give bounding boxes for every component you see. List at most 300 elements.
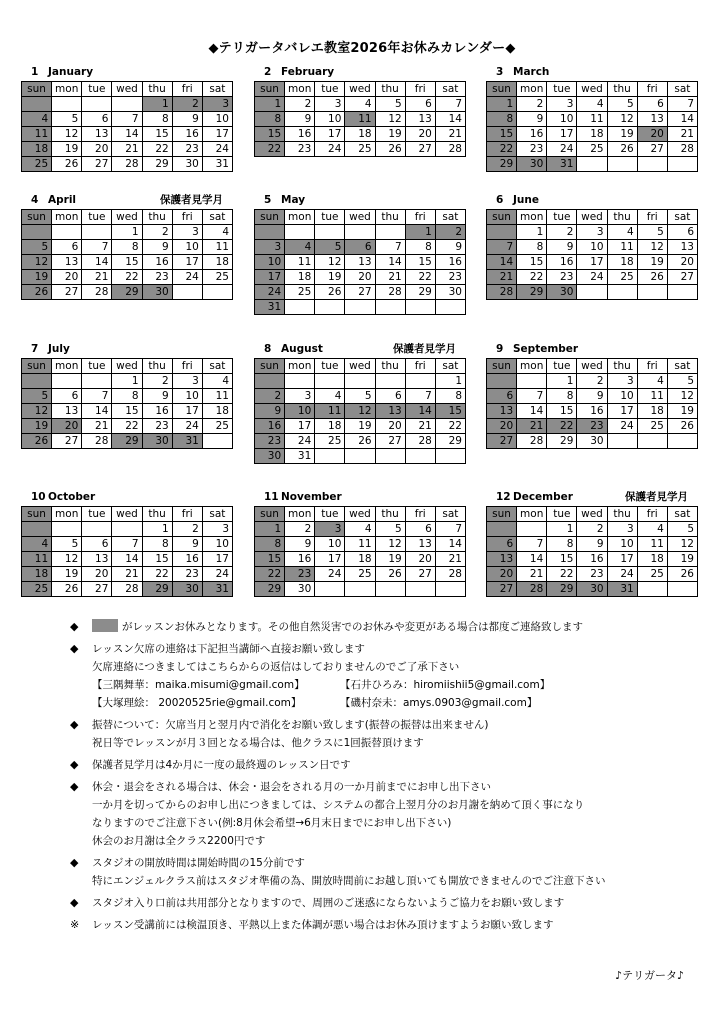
- day-cell: 9: [142, 389, 172, 404]
- day-cell: 3: [172, 374, 202, 389]
- day-cell: 4: [345, 97, 375, 112]
- day-cell: 8: [112, 240, 142, 255]
- day-cell: 31: [285, 449, 315, 464]
- month-grid: [254, 81, 466, 157]
- month-name: November: [281, 491, 342, 503]
- day-cell: 6: [82, 537, 112, 552]
- day-cell: 12: [667, 389, 697, 404]
- day-cell: 5: [315, 240, 345, 255]
- day-cell: 10: [607, 537, 637, 552]
- weekday-header: fri: [405, 210, 435, 225]
- empty-day-cell: [52, 374, 82, 389]
- day-cell: 13: [345, 255, 375, 270]
- day-cell: 5: [22, 240, 52, 255]
- day-cell: 7: [435, 522, 465, 537]
- week-row: [255, 270, 466, 285]
- day-cell: 11: [637, 389, 667, 404]
- day-cell: 4: [637, 522, 667, 537]
- week-row: [22, 127, 233, 142]
- empty-day-cell: [285, 374, 315, 389]
- month-number: 7: [31, 343, 39, 355]
- day-cell: 30: [517, 157, 547, 172]
- day-cell: 26: [345, 434, 375, 449]
- day-cell: 25: [637, 567, 667, 582]
- month-number: 6: [496, 194, 504, 206]
- empty-day-cell: [345, 300, 375, 315]
- day-cell: 14: [517, 552, 547, 567]
- diamond-bullet-icon: ◆: [70, 758, 79, 771]
- day-cell: 1: [255, 522, 285, 537]
- month-calendar-may: [254, 193, 466, 315]
- month-name: April: [48, 194, 77, 206]
- day-cell: 18: [22, 567, 52, 582]
- month-header: [254, 193, 466, 209]
- day-cell: 28: [435, 142, 465, 157]
- day-cell: 2: [435, 225, 465, 240]
- day-cell: 22: [142, 142, 172, 157]
- day-cell: 2: [285, 97, 315, 112]
- day-cell: 24: [315, 567, 345, 582]
- month-calendar-august: [254, 342, 466, 464]
- day-cell: 12: [345, 404, 375, 419]
- day-cell: 11: [285, 255, 315, 270]
- month-number: 4: [31, 194, 39, 206]
- day-cell: 2: [172, 97, 202, 112]
- week-row: [487, 255, 698, 270]
- empty-day-cell: [82, 522, 112, 537]
- weekday-header: sat: [202, 359, 232, 374]
- empty-day-cell: [637, 434, 667, 449]
- week-row: [255, 582, 466, 597]
- day-cell: 8: [142, 112, 172, 127]
- weekday-header: sat: [667, 210, 697, 225]
- day-cell: 21: [405, 419, 435, 434]
- day-cell: 24: [172, 270, 202, 285]
- empty-day-cell: [255, 225, 285, 240]
- day-cell: 28: [435, 567, 465, 582]
- empty-day-cell: [375, 300, 405, 315]
- week-row: [487, 582, 698, 597]
- day-cell: 14: [82, 255, 112, 270]
- weekday-header: mon: [517, 82, 547, 97]
- day-cell: 13: [405, 537, 435, 552]
- day-cell: 28: [82, 434, 112, 449]
- weekday-header: wed: [577, 507, 607, 522]
- empty-day-cell: [22, 522, 52, 537]
- day-cell: 6: [345, 240, 375, 255]
- day-cell: 25: [22, 157, 52, 172]
- month-grid: [21, 506, 233, 597]
- day-cell: 30: [577, 434, 607, 449]
- weekday-header: wed: [345, 507, 375, 522]
- weekday-header: mon: [517, 507, 547, 522]
- month-grid: [486, 81, 698, 172]
- week-row: [487, 225, 698, 240]
- week-row: [22, 285, 233, 300]
- day-cell: 3: [285, 389, 315, 404]
- day-cell: 3: [547, 97, 577, 112]
- day-cell: 11: [345, 112, 375, 127]
- day-cell: 29: [487, 157, 517, 172]
- month-header: [254, 490, 466, 506]
- day-cell: 11: [202, 240, 232, 255]
- day-cell: 2: [285, 522, 315, 537]
- weekday-header: fri: [172, 507, 202, 522]
- day-cell: 18: [202, 255, 232, 270]
- day-cell: 13: [487, 404, 517, 419]
- empty-day-cell: [577, 285, 607, 300]
- day-cell: 16: [435, 255, 465, 270]
- day-cell: 22: [112, 270, 142, 285]
- day-cell: 9: [517, 112, 547, 127]
- day-cell: 17: [315, 127, 345, 142]
- day-cell: 10: [172, 389, 202, 404]
- day-cell: 9: [285, 112, 315, 127]
- month-header: [486, 65, 698, 81]
- day-cell: 26: [667, 419, 697, 434]
- weekday-header: wed: [345, 210, 375, 225]
- empty-day-cell: [52, 225, 82, 240]
- day-cell: 21: [112, 142, 142, 157]
- day-cell: 28: [375, 285, 405, 300]
- day-cell: 6: [82, 112, 112, 127]
- day-cell: 6: [487, 537, 517, 552]
- day-cell: 29: [112, 434, 142, 449]
- weekday-header: wed: [112, 359, 142, 374]
- reference-mark-icon: ※: [70, 918, 80, 931]
- weekday-header: thu: [375, 507, 405, 522]
- weekday-header: wed: [577, 82, 607, 97]
- day-cell: 25: [22, 582, 52, 597]
- day-cell: 13: [52, 255, 82, 270]
- weekday-header: sun: [255, 210, 285, 225]
- week-row: [487, 112, 698, 127]
- weekday-header: sun: [255, 82, 285, 97]
- day-cell: 11: [637, 537, 667, 552]
- day-cell: 2: [547, 225, 577, 240]
- day-cell: 16: [255, 419, 285, 434]
- day-cell: 11: [315, 404, 345, 419]
- day-cell: 21: [435, 552, 465, 567]
- day-cell: 14: [82, 404, 112, 419]
- day-cell: 29: [435, 434, 465, 449]
- empty-day-cell: [112, 97, 142, 112]
- weekday-header: mon: [517, 359, 547, 374]
- empty-day-cell: [345, 374, 375, 389]
- month-number: 2: [264, 66, 272, 78]
- day-cell: 23: [142, 419, 172, 434]
- day-cell: 6: [405, 97, 435, 112]
- day-cell: 31: [255, 300, 285, 315]
- weekday-header: sun: [22, 82, 52, 97]
- weekday-header: wed: [577, 210, 607, 225]
- month-header: [21, 193, 233, 209]
- day-cell: 10: [315, 112, 345, 127]
- empty-day-cell: [315, 300, 345, 315]
- day-cell: 23: [547, 270, 577, 285]
- day-cell: 3: [577, 225, 607, 240]
- day-cell: 14: [435, 112, 465, 127]
- day-cell: 26: [667, 567, 697, 582]
- day-cell: 28: [487, 285, 517, 300]
- day-cell: 27: [405, 567, 435, 582]
- day-cell: 14: [667, 112, 697, 127]
- day-cell: 11: [577, 112, 607, 127]
- month-name: May: [281, 194, 306, 206]
- day-cell: 27: [52, 434, 82, 449]
- day-cell: 8: [517, 240, 547, 255]
- day-cell: 8: [142, 537, 172, 552]
- empty-day-cell: [405, 582, 435, 597]
- month-calendar-october: [21, 490, 233, 597]
- empty-day-cell: [667, 582, 697, 597]
- week-row: [255, 522, 466, 537]
- day-cell: 9: [255, 404, 285, 419]
- day-cell: 1: [255, 97, 285, 112]
- week-row: [255, 225, 466, 240]
- day-cell: 14: [112, 127, 142, 142]
- month-calendar-september: [486, 342, 698, 449]
- day-cell: 16: [577, 404, 607, 419]
- day-cell: 11: [345, 537, 375, 552]
- month-number: 9: [496, 343, 504, 355]
- day-cell: 4: [22, 112, 52, 127]
- day-cell: 18: [22, 142, 52, 157]
- day-cell: 29: [547, 434, 577, 449]
- day-cell: 15: [255, 127, 285, 142]
- week-row: [487, 537, 698, 552]
- day-cell: 5: [667, 374, 697, 389]
- week-row: [22, 255, 233, 270]
- weekday-header: fri: [405, 507, 435, 522]
- empty-day-cell: [405, 300, 435, 315]
- month-name: August: [281, 343, 323, 355]
- empty-day-cell: [315, 449, 345, 464]
- weekday-header: fri: [637, 82, 667, 97]
- day-cell: 10: [202, 537, 232, 552]
- month-name: February: [281, 66, 335, 78]
- day-cell: 24: [202, 567, 232, 582]
- weekday-header: tue: [315, 210, 345, 225]
- weekday-header: mon: [52, 210, 82, 225]
- day-cell: 25: [285, 285, 315, 300]
- week-row: [487, 419, 698, 434]
- weekday-header: mon: [285, 359, 315, 374]
- contact-isomura: 【磯村奈未：amys.0903@gmail.com】: [340, 697, 538, 709]
- day-cell: 29: [255, 582, 285, 597]
- day-cell: 17: [172, 255, 202, 270]
- weekday-header: fri: [172, 210, 202, 225]
- empty-day-cell: [22, 225, 52, 240]
- week-row: [487, 240, 698, 255]
- month-header: [254, 342, 466, 358]
- day-cell: 4: [637, 374, 667, 389]
- day-cell: 24: [577, 270, 607, 285]
- empty-day-cell: [375, 374, 405, 389]
- weekday-header: sun: [22, 507, 52, 522]
- month-grid: [254, 358, 466, 464]
- day-cell: 4: [315, 389, 345, 404]
- day-cell: 1: [435, 374, 465, 389]
- week-row: [255, 285, 466, 300]
- day-cell: 28: [667, 142, 697, 157]
- contact-ishii: 【石井ひろみ：hiromiishii5@gmail.com】: [340, 679, 551, 691]
- day-cell: 20: [375, 419, 405, 434]
- day-cell: 16: [547, 255, 577, 270]
- day-cell: 27: [667, 270, 697, 285]
- weekday-header: sat: [202, 210, 232, 225]
- month-name: July: [48, 343, 70, 355]
- day-cell: 21: [487, 270, 517, 285]
- day-cell: 25: [315, 434, 345, 449]
- day-cell: 17: [607, 552, 637, 567]
- day-cell: 5: [52, 112, 82, 127]
- weekday-header: sun: [487, 82, 517, 97]
- month-name: December: [513, 491, 573, 503]
- month-name: September: [513, 343, 579, 355]
- empty-day-cell: [667, 285, 697, 300]
- day-cell: 15: [142, 552, 172, 567]
- day-cell: 25: [345, 142, 375, 157]
- empty-day-cell: [202, 285, 232, 300]
- day-cell: 21: [667, 127, 697, 142]
- week-row: [22, 97, 233, 112]
- day-cell: 22: [255, 567, 285, 582]
- month-name: January: [48, 66, 94, 78]
- day-cell: 7: [112, 112, 142, 127]
- weekday-header: fri: [637, 507, 667, 522]
- week-row: [487, 434, 698, 449]
- week-row: [487, 552, 698, 567]
- weekday-header: sat: [435, 359, 465, 374]
- day-cell: 15: [547, 552, 577, 567]
- month-grid: [21, 81, 233, 172]
- empty-day-cell: [285, 300, 315, 315]
- day-cell: 24: [607, 567, 637, 582]
- day-cell: 16: [285, 552, 315, 567]
- day-cell: 13: [82, 127, 112, 142]
- day-cell: 21: [517, 567, 547, 582]
- empty-day-cell: [637, 157, 667, 172]
- day-cell: 10: [547, 112, 577, 127]
- day-cell: 21: [82, 419, 112, 434]
- day-cell: 7: [487, 240, 517, 255]
- day-cell: 17: [285, 419, 315, 434]
- week-row: [22, 552, 233, 567]
- day-cell: 22: [435, 419, 465, 434]
- day-cell: 12: [52, 127, 82, 142]
- weekday-header: thu: [607, 82, 637, 97]
- day-cell: 9: [285, 537, 315, 552]
- day-cell: 7: [517, 537, 547, 552]
- day-cell: 22: [547, 419, 577, 434]
- week-row: [22, 537, 233, 552]
- day-cell: 18: [345, 552, 375, 567]
- weekday-header: wed: [112, 507, 142, 522]
- empty-day-cell: [345, 582, 375, 597]
- day-cell: 25: [202, 270, 232, 285]
- day-cell: 8: [547, 537, 577, 552]
- month-grid: [486, 506, 698, 597]
- week-row: [22, 389, 233, 404]
- weekday-header: thu: [142, 82, 172, 97]
- day-cell: 1: [142, 522, 172, 537]
- weekday-header: sat: [435, 507, 465, 522]
- weekday-header: sun: [487, 359, 517, 374]
- week-row: [487, 157, 698, 172]
- week-row: [22, 522, 233, 537]
- weekday-header: mon: [52, 507, 82, 522]
- weekday-header: thu: [375, 359, 405, 374]
- day-cell: 20: [345, 270, 375, 285]
- empty-day-cell: [487, 374, 517, 389]
- note-makeup-lessons: ◆ 振替について：欠席当月と翌月内で消化をお願い致します(振替の振替は出来ません) 祝日等でレッスンが月３回となる場合は、他クラスに1回振替頂けます: [70, 718, 489, 749]
- diamond-bullet-icon: ◆: [70, 620, 79, 633]
- empty-day-cell: [112, 522, 142, 537]
- day-cell: 30: [142, 285, 172, 300]
- day-cell: 23: [142, 270, 172, 285]
- day-cell: 1: [112, 374, 142, 389]
- empty-day-cell: [315, 374, 345, 389]
- weekday-header: tue: [547, 82, 577, 97]
- empty-day-cell: [517, 374, 547, 389]
- day-cell: 1: [112, 225, 142, 240]
- day-cell: 9: [577, 389, 607, 404]
- day-cell: 23: [577, 419, 607, 434]
- weekday-header: tue: [547, 210, 577, 225]
- day-cell: 20: [52, 419, 82, 434]
- day-cell: 6: [52, 389, 82, 404]
- weekday-header: thu: [607, 210, 637, 225]
- note-leave-withdrawal: ◆ 休会・退会をされる場合は、休会・退会をされる月の一か月前までにお申し出下さい 一か月を切ってからのお申し出につきましては、システムの都合上翌月分のお月謝を納めて頂く事になり なりますのでご注意下さい(例:8月休会希望→6月末日までにお申し出下さい) 休会のお月謝は全クラス2200円です: [70, 780, 585, 847]
- day-cell: 18: [315, 419, 345, 434]
- empty-day-cell: [22, 97, 52, 112]
- day-cell: 7: [112, 537, 142, 552]
- weekday-header: tue: [315, 359, 345, 374]
- day-cell: 1: [405, 225, 435, 240]
- week-row: [255, 537, 466, 552]
- day-cell: 31: [172, 434, 202, 449]
- empty-day-cell: [637, 582, 667, 597]
- day-cell: 1: [487, 97, 517, 112]
- day-cell: 4: [202, 374, 232, 389]
- week-row: [487, 522, 698, 537]
- day-cell: 5: [637, 225, 667, 240]
- day-cell: 31: [202, 582, 232, 597]
- weekday-header: wed: [112, 82, 142, 97]
- week-row: [255, 552, 466, 567]
- day-cell: 6: [375, 389, 405, 404]
- weekday-header: mon: [517, 210, 547, 225]
- week-row: [487, 389, 698, 404]
- day-cell: 6: [637, 97, 667, 112]
- month-header: [21, 490, 233, 506]
- month-name: October: [48, 491, 96, 503]
- month-grid: [486, 358, 698, 449]
- day-cell: 4: [202, 225, 232, 240]
- day-cell: 11: [607, 240, 637, 255]
- empty-day-cell: [667, 434, 697, 449]
- day-cell: 22: [487, 142, 517, 157]
- day-cell: 29: [112, 285, 142, 300]
- day-cell: 30: [435, 285, 465, 300]
- empty-day-cell: [82, 225, 112, 240]
- month-header: [21, 342, 233, 358]
- day-cell: 21: [435, 127, 465, 142]
- day-cell: 17: [202, 552, 232, 567]
- day-cell: 22: [142, 567, 172, 582]
- day-cell: 12: [375, 112, 405, 127]
